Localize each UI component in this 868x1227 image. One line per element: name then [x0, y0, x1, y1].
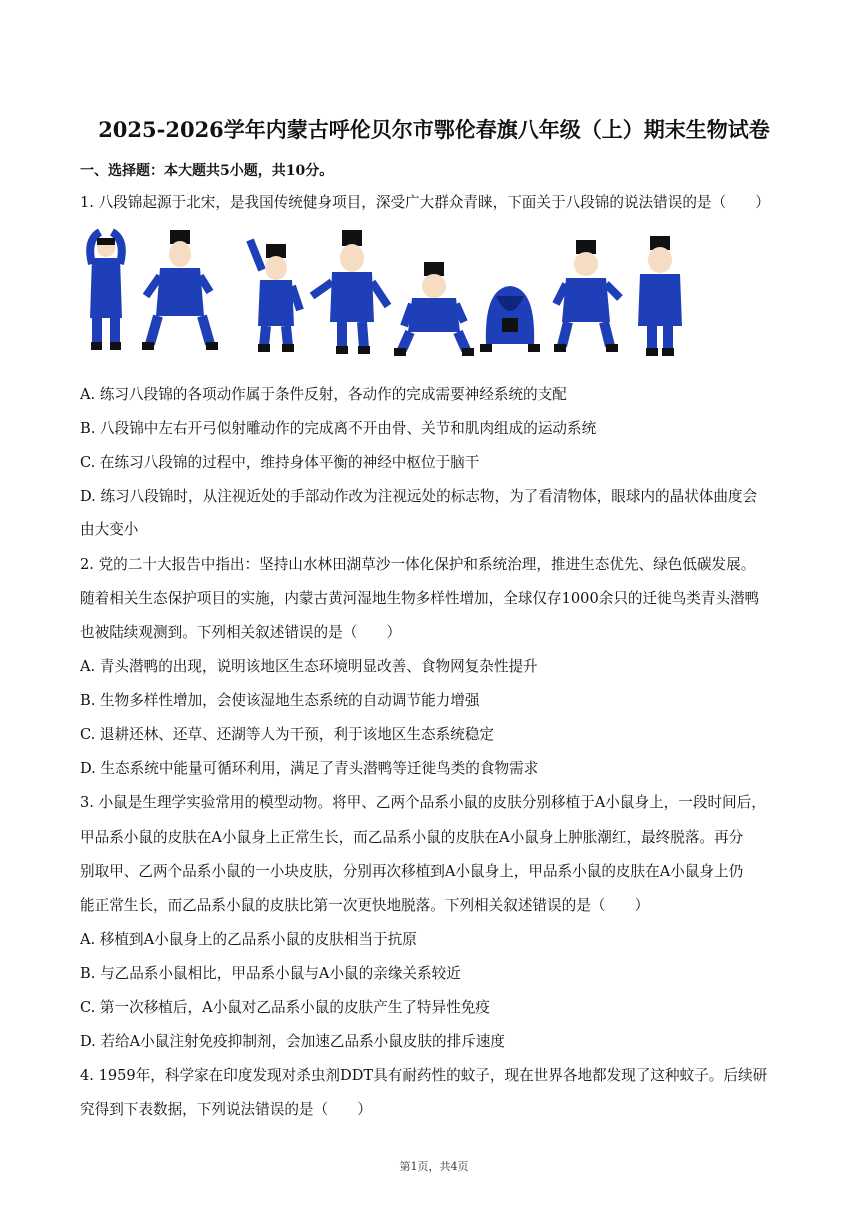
question-2-stem-line-2: 随着相关生态保护项目的实施，内蒙古黄河湿地生物多样性增加，全球仅存1000余只的迁徙鸟类青头潜鸭: [80, 590, 760, 607]
question-3-stem-line-2: 甲品系小鼠的皮肤在A小鼠身上正常生长，而乙品系小鼠的皮肤在A小鼠身上肿胀潮红，最终脱落。再分: [80, 829, 744, 846]
question-2-option-a: A. 青头潜鸭的出现，说明该地区生态环境明显改善、食物网复杂性提升: [80, 658, 538, 675]
question-3-option-d: D. 若给A小鼠注射免疫抑制剂，会加速乙品系小鼠皮肤的排斥速度: [80, 1033, 506, 1050]
figure-6-illustration: [480, 286, 540, 352]
figure-1-illustration: [90, 232, 122, 350]
question-3-stem-line-1: 3. 小鼠是生理学实验常用的模型动物。将甲、乙两个品系小鼠的皮肤分别移植于A小鼠身上，一段时间后，: [80, 794, 766, 811]
question-2-option-b: B. 生物多样性增加，会使该湿地生态系统的自动调节能力增强: [80, 692, 480, 709]
question-3-stem-line-4: 能正常生长，而乙品系小鼠的皮肤比第一次更快地脱落。下列相关叙述错误的是（ ）: [80, 897, 650, 914]
figure-5-illustration: [394, 262, 474, 356]
figure-7-illustration: [554, 240, 620, 352]
question-3-option-c: C. 第一次移植后，A小鼠对乙品系小鼠的皮肤产生了特异性免疫: [80, 999, 490, 1016]
figure-8-illustration: [638, 236, 682, 356]
question-2-stem-line-3: 也被陆续观测到。下列相关叙述错误的是（ ）: [80, 624, 402, 641]
question-1-stem: 1. 八段锦起源于北宋，是我国传统健身项目，深受广大群众青睐，下面关于八段锦的说法错误的是（ ）: [80, 194, 770, 211]
figure-3-illustration: [250, 240, 300, 352]
question-2-stem-line-1: 2. 党的二十大报告中指出：坚持山水林田湖草沙一体化保护和系统治理，推进生态优先、绿色低碳发展。: [80, 556, 756, 573]
question-4-stem-line-2: 究得到下表数据，下列说法错误的是（ ）: [80, 1101, 372, 1118]
question-3-option-b: B. 与乙品系小鼠相比，甲品系小鼠与A小鼠的亲缘关系较近: [80, 965, 461, 982]
page-title: 2025-2026学年内蒙古呼伦贝尔市鄂伦春旗八年级（上）期末生物试卷: [98, 117, 770, 142]
question-1-option-c: C. 在练习八段锦的过程中，维持身体平衡的神经中枢位于脑干: [80, 454, 480, 471]
question-2-option-d: D. 生态系统中能量可循环利用，满足了青头潜鸭等迁徙鸟类的食物需求: [80, 760, 539, 777]
question-3-option-a: A. 移植到A小鼠身上的乙品系小鼠的皮肤相当于抗原: [80, 931, 417, 948]
question-1-option-a: A. 练习八段锦的各项动作属于条件反射，各动作的完成需要神经系统的支配: [80, 386, 567, 403]
section-heading: 一、选择题：本大题共5小题，共10分。: [80, 163, 334, 179]
question-4-stem-line-1: 4. 1959年，科学家在印度发现对杀虫剂DDT具有耐药性的蚊子，现在世界各地都发现了这种蚊子。后续研: [80, 1067, 768, 1084]
question-1-option-b: B. 八段锦中左右开弓似射雕动作的完成离不开由骨、关节和肌肉组成的运动系统: [80, 420, 597, 437]
eight-figures-icon: [78, 226, 708, 362]
question-3-stem-line-3: 别取甲、乙两个品系小鼠的一小块皮肤，分别再次移植到A小鼠身上，甲品系小鼠的皮肤在A小鼠身上仍: [80, 863, 744, 880]
figure-2-illustration: [142, 230, 218, 350]
question-1-option-d: D. 练习八段锦时，从注视近处的手部动作改为注视远处的标志物，为了看清物体，眼球内的晶状体曲度会: [80, 488, 758, 505]
question-2-option-c: C. 退耕还林、还草、还湖等人为干预，利于该地区生态系统稳定: [80, 726, 494, 743]
question-1-option-d-cont: 由大变小: [80, 521, 139, 538]
figure-4-illustration: [312, 230, 388, 354]
page-footer: 第1页，共4页: [399, 1160, 469, 1173]
